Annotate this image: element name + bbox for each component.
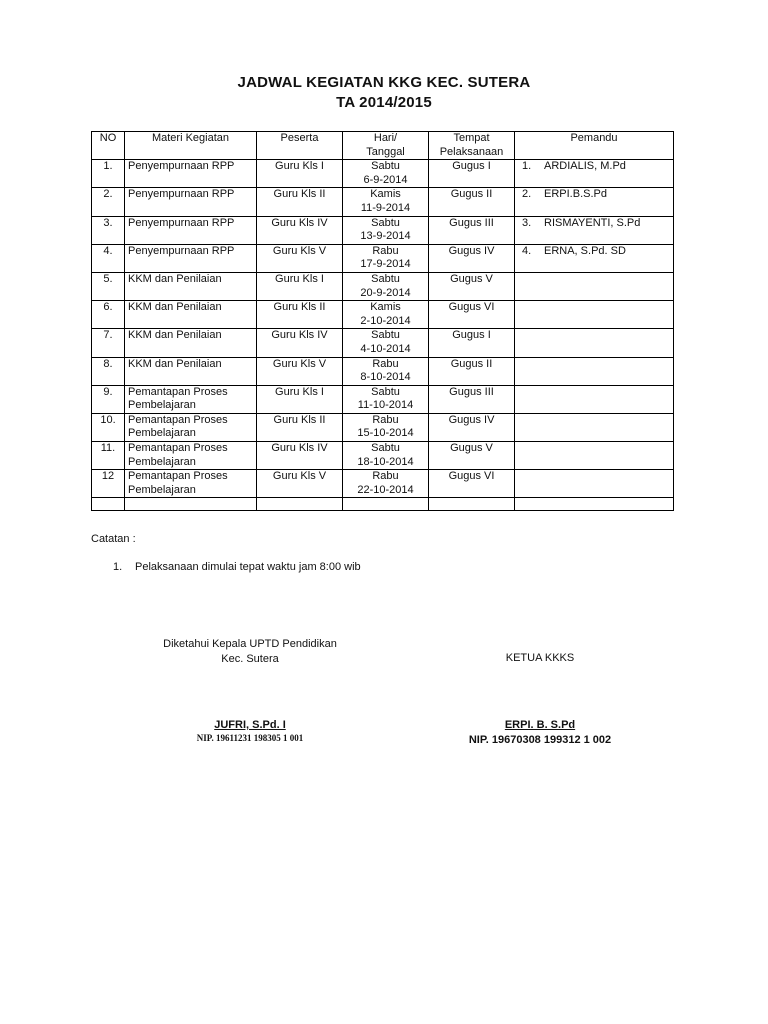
cell-peserta: Guru Kls II <box>257 188 343 216</box>
cell-tempat: Gugus I <box>429 329 515 357</box>
cell-hari-tanggal: Kamis 2-10-2014 <box>343 301 429 329</box>
cell-pemandu <box>515 272 674 300</box>
cell-tempat: Gugus V <box>429 442 515 470</box>
cell-pemandu <box>515 329 674 357</box>
right-signatory-name: ERPI. B. S.Pd <box>504 719 576 731</box>
cell-no: 8. <box>92 357 125 385</box>
cell-peserta: Guru Kls I <box>257 272 343 300</box>
cell-hari-tanggal: Rabu 15-10-2014 <box>343 413 429 441</box>
cell-hari-tanggal: Rabu 8-10-2014 <box>343 357 429 385</box>
cell-hari-tanggal: Kamis 11-9-2014 <box>343 188 429 216</box>
cell-materi: KKM dan Penilaian <box>125 329 257 357</box>
empty-cell <box>92 498 125 511</box>
table-row <box>92 470 674 498</box>
header-hari-tanggal: Hari/ Tanggal <box>343 132 429 160</box>
cell-pemandu <box>515 357 674 385</box>
cell-pemandu <box>515 470 674 498</box>
cell-peserta: Guru Kls IV <box>257 216 343 244</box>
cell-no: 2. <box>92 188 125 216</box>
table-row <box>92 216 674 244</box>
cell-no: 6. <box>92 301 125 329</box>
table-row <box>92 301 674 329</box>
cell-hari-tanggal: Sabtu 4-10-2014 <box>343 329 429 357</box>
cell-materi: Penyempurnaan RPP <box>125 188 257 216</box>
cell-tempat: Gugus VI <box>429 470 515 498</box>
cell-materi: Penyempurnaan RPP <box>125 160 257 188</box>
cell-peserta: Guru Kls I <box>257 385 343 413</box>
cell-peserta: Guru Kls V <box>257 244 343 272</box>
cell-tempat: Gugus V <box>429 272 515 300</box>
left-signatory-nip: NIP. 19611231 198305 1 001 <box>196 733 304 743</box>
cell-tempat: Gugus II <box>429 188 515 216</box>
cell-peserta: Guru Kls II <box>257 301 343 329</box>
cell-peserta: Guru Kls V <box>257 470 343 498</box>
cell-no: 7. <box>92 329 125 357</box>
cell-materi: KKM dan Penilaian <box>125 357 257 385</box>
left-signatory-title: Diketahui Kepala UPTD Pendidikan Kec. Sutera <box>163 638 337 665</box>
cell-pemandu <box>515 301 674 329</box>
table-row <box>92 413 674 441</box>
cell-pemandu: 4. ERNA, S.Pd. SD <box>515 244 674 272</box>
cell-hari-tanggal: Sabtu 20-9-2014 <box>343 272 429 300</box>
table-row <box>92 357 674 385</box>
cell-tempat: Gugus IV <box>429 413 515 441</box>
cell-no: 10. <box>92 413 125 441</box>
cell-hari-tanggal: Sabtu 11-10-2014 <box>343 385 429 413</box>
cell-pemandu: 2. ERPI.B.S.Pd <box>515 188 674 216</box>
cell-materi: Pemantapan Proses Pembelajaran <box>125 442 257 470</box>
note-text: Pelaksanaan dimulai tepat waktu jam 8:00 wib <box>135 561 361 573</box>
table-row <box>92 244 674 272</box>
cell-pemandu <box>515 442 674 470</box>
empty-cell <box>515 498 674 511</box>
cell-no: 4. <box>92 244 125 272</box>
table-row <box>92 160 674 188</box>
cell-peserta: Guru Kls IV <box>257 442 343 470</box>
cell-tempat: Gugus I <box>429 160 515 188</box>
header-peserta: Peserta <box>257 132 343 160</box>
note-number: 1. <box>113 561 123 573</box>
cell-materi: Pemantapan Proses Pembelajaran <box>125 413 257 441</box>
document-title: JADWAL KEGIATAN KKG KEC. SUTERA <box>237 74 531 91</box>
table-row <box>92 385 674 413</box>
cell-peserta: Guru Kls I <box>257 160 343 188</box>
cell-pemandu <box>515 385 674 413</box>
cell-tempat: Gugus II <box>429 357 515 385</box>
cell-no: 12 <box>92 470 125 498</box>
cell-peserta: Guru Kls V <box>257 357 343 385</box>
cell-tempat: Gugus VI <box>429 301 515 329</box>
right-signatory-nip: NIP. 19670308 199312 1 002 <box>468 734 612 746</box>
cell-materi: Penyempurnaan RPP <box>125 244 257 272</box>
header-no: NO <box>92 132 125 160</box>
cell-no: 1. <box>92 160 125 188</box>
cell-hari-tanggal: Rabu 17-9-2014 <box>343 244 429 272</box>
cell-no: 11. <box>92 442 125 470</box>
schedule-table <box>91 131 674 511</box>
cell-hari-tanggal: Sabtu 13-9-2014 <box>343 216 429 244</box>
cell-materi: Pemantapan Proses Pembelajaran <box>125 385 257 413</box>
cell-pemandu: 3. RISMAYENTI, S.Pd <box>515 216 674 244</box>
empty-cell <box>125 498 257 511</box>
cell-hari-tanggal: Sabtu 6-9-2014 <box>343 160 429 188</box>
cell-hari-tanggal: Rabu 22-10-2014 <box>343 470 429 498</box>
header-pemandu: Pemandu <box>515 132 674 160</box>
cell-no: 5. <box>92 272 125 300</box>
cell-peserta: Guru Kls IV <box>257 329 343 357</box>
table-row <box>92 272 674 300</box>
cell-peserta: Guru Kls II <box>257 413 343 441</box>
table-row <box>92 442 674 470</box>
empty-cell <box>257 498 343 511</box>
empty-cell <box>343 498 429 511</box>
cell-tempat: Gugus III <box>429 385 515 413</box>
document-subtitle: TA 2014/2015 <box>336 94 432 111</box>
cell-no: 3. <box>92 216 125 244</box>
right-signatory-title: KETUA KKKS <box>505 652 575 664</box>
notes-label: Catatan : <box>91 533 136 545</box>
cell-materi: Penyempurnaan RPP <box>125 216 257 244</box>
cell-tempat: Gugus IV <box>429 244 515 272</box>
empty-cell <box>429 498 515 511</box>
table-row-empty <box>92 498 674 511</box>
table-row <box>92 329 674 357</box>
cell-tempat: Gugus III <box>429 216 515 244</box>
table-row <box>92 188 674 216</box>
cell-hari-tanggal: Sabtu 18-10-2014 <box>343 442 429 470</box>
cell-materi: KKM dan Penilaian <box>125 272 257 300</box>
cell-materi: KKM dan Penilaian <box>125 301 257 329</box>
note-item <box>113 561 361 573</box>
header-materi: Materi Kegiatan <box>125 132 257 160</box>
left-signatory-name: JUFRI, S.Pd. I <box>214 719 286 731</box>
cell-pemandu: 1. ARDIALIS, M.Pd <box>515 160 674 188</box>
cell-pemandu <box>515 413 674 441</box>
header-tempat: Tempat Pelaksanaan <box>429 132 515 160</box>
cell-no: 9. <box>92 385 125 413</box>
cell-materi: Pemantapan Proses Pembelajaran <box>125 470 257 498</box>
